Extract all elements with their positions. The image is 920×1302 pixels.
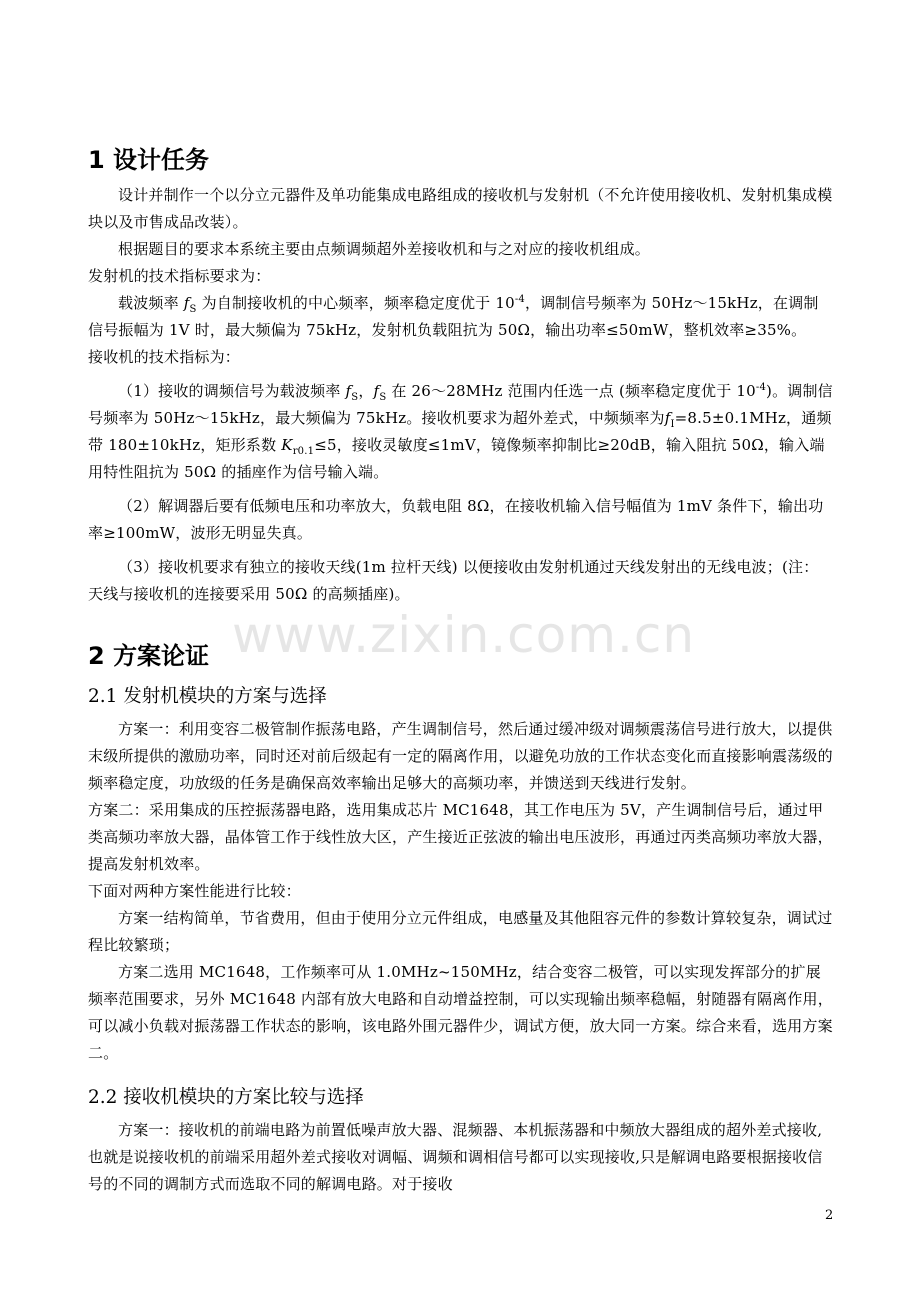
s1-paragraph-6 (88, 378, 833, 486)
symbol-k: K (281, 436, 293, 454)
superscript: -4 (755, 382, 767, 393)
section-1-title: 1 设计任务 (88, 146, 210, 174)
section-2-2-title: 2.2 接收机模块的方案比较与选择 (88, 1087, 364, 1108)
s1-paragraph-1: 设计并制作一个以分立元器件及单功能集成电路组成的接收机与发射机（不允许使用接收机、发射机集成模块以及市售成品改装）。 (88, 186, 833, 231)
s21-paragraph-4: 方案一结构简单，节省费用，但由于使用分立元件组成，电感量及其他阻容元件的参数计算较复杂，调试过程比较繁琐； (88, 909, 833, 954)
section-2-title: 2 方案论证 (88, 642, 210, 670)
content (88, 138, 833, 1198)
symbol-f: f (373, 382, 380, 400)
s1-paragraph-7: （2）解调器后要有低频电压和功率放大，负载电阻 8Ω，在接收机输入信号幅值为 1mV 条件下，输出功率≥100mW，波形无明显失真。 (88, 497, 824, 542)
s1-paragraph-8: （3）接收机要求有独立的接收天线(1m 拉杆天线) 以便接收由发射机通过天线发射出的无线电波；(注：天线与接收机的连接要采用 50Ω 的高频插座)。 (88, 558, 819, 603)
watermark: www.zixin.com.cn (232, 606, 696, 664)
s21-paragraph-3: 下面对两种方案性能进行比较： (88, 882, 301, 900)
symbol-sub-s: S (379, 392, 387, 403)
superscript: -4 (514, 294, 525, 305)
symbol-sub-r01: r0.1 (292, 446, 315, 457)
s21-paragraph-2: 方案二：采用集成的压控振荡器电路，选用集成芯片 MC1648，其工作电压为 5V，产生调制信号后，通过甲类高频功率放大器，晶体管工作于线性放大区，产生接近正弦波的输出电压波形，再通过丙类高频功率放大器，提高发射机效率。 (88, 801, 833, 873)
text-run: （1）接收的调频信号为载波频率 (118, 382, 341, 400)
symbol-f: f (345, 382, 352, 400)
s1-paragraph-4 (88, 290, 833, 344)
text-run: ， (358, 382, 374, 400)
text-run: 载波频率 (118, 294, 179, 312)
symbol-f: f (664, 409, 671, 427)
s1-paragraph-5: 接收机的技术指标为： (88, 348, 241, 366)
text-run: =8.5±0.1MHz，通频带 180±10kHz，矩形系数 (88, 409, 832, 454)
s22-paragraph-1: 方案一：接收机的前端电路为前置低噪声放大器、混频器、本机振荡器和中频放大器组成的超外差式接收,也就是说接收机的前端采用超外差式接收对调幅、调频和调相信号都可以实现接收,只是解调电路要根据接收信号的不同的调制方式而选取不同的解调电路。对于接收 (88, 1121, 823, 1193)
s21-paragraph-5: 方案二选用 MC1648，工作频率可从 1.0MHz~150MHz，结合变容二极管，可以实现发挥部分的扩展频率范围要求，另外 MC1648 内部有放大电路和自动增益控制，可以实现输出频率稳幅，射随器有隔离作用，可以减小负载对振荡器工作状态的影响，该电路外围元器件少，调试方便，放大同一方案。综合来看，选用方案二。 (88, 963, 833, 1062)
text-run: 为自制接收机的中心频率，频率稳定度优于 10 (201, 294, 515, 312)
s1-paragraph-3: 发射机的技术指标要求为： (88, 267, 271, 285)
text-run: )。调制信号频率为 50Hz～15kHz，最大频偏为 75kHz。接收机要求为超外差式，中频频率为 (88, 382, 833, 427)
text-run: ，调制信号频率为 50Hz～15kHz，在调制信号振幅为 1V 时，最大频偏为 75kHz，发射机负载阻抗为 50Ω，输出功率≤50mW，整机效率≥35%。 (88, 294, 819, 339)
text-run: 在 26～28MHz 范围内任选一点 (频率稳定度优于 10 (391, 382, 756, 400)
symbol-sub-i: I (670, 419, 675, 430)
symbol-f: f (183, 294, 190, 312)
page-number: 2 (825, 1208, 834, 1223)
text-run: ≤5，接收灵敏度≤1mV，镜像频率抑制比≥20dB，输入阻抗 50Ω，输入端用特性阻抗为 50Ω 的插座作为信号输入端。 (88, 436, 825, 481)
s1-paragraph-2: 根据题目的要求本系统主要由点频调频超外差接收机和与之对应的接收机组成。 (118, 240, 651, 258)
symbol-sub-s: S (351, 392, 359, 403)
section-2-1-title: 2.1 发射机模块的方案与选择 (88, 686, 327, 707)
s21-paragraph-1: 方案一：利用变容二极管制作振荡电路，产生调制信号，然后通过缓冲级对调频震荡信号进行放大，以提供末级所提供的激励功率，同时还对前后级起有一定的隔离作用，以避免功放的工作状态变化而直接影响震荡级的频率稳定度，功放级的任务是确保高效率输出足够大的高频功率，并馈送到天线进行发射。 (88, 720, 833, 792)
symbol-sub-s: S (189, 304, 197, 315)
